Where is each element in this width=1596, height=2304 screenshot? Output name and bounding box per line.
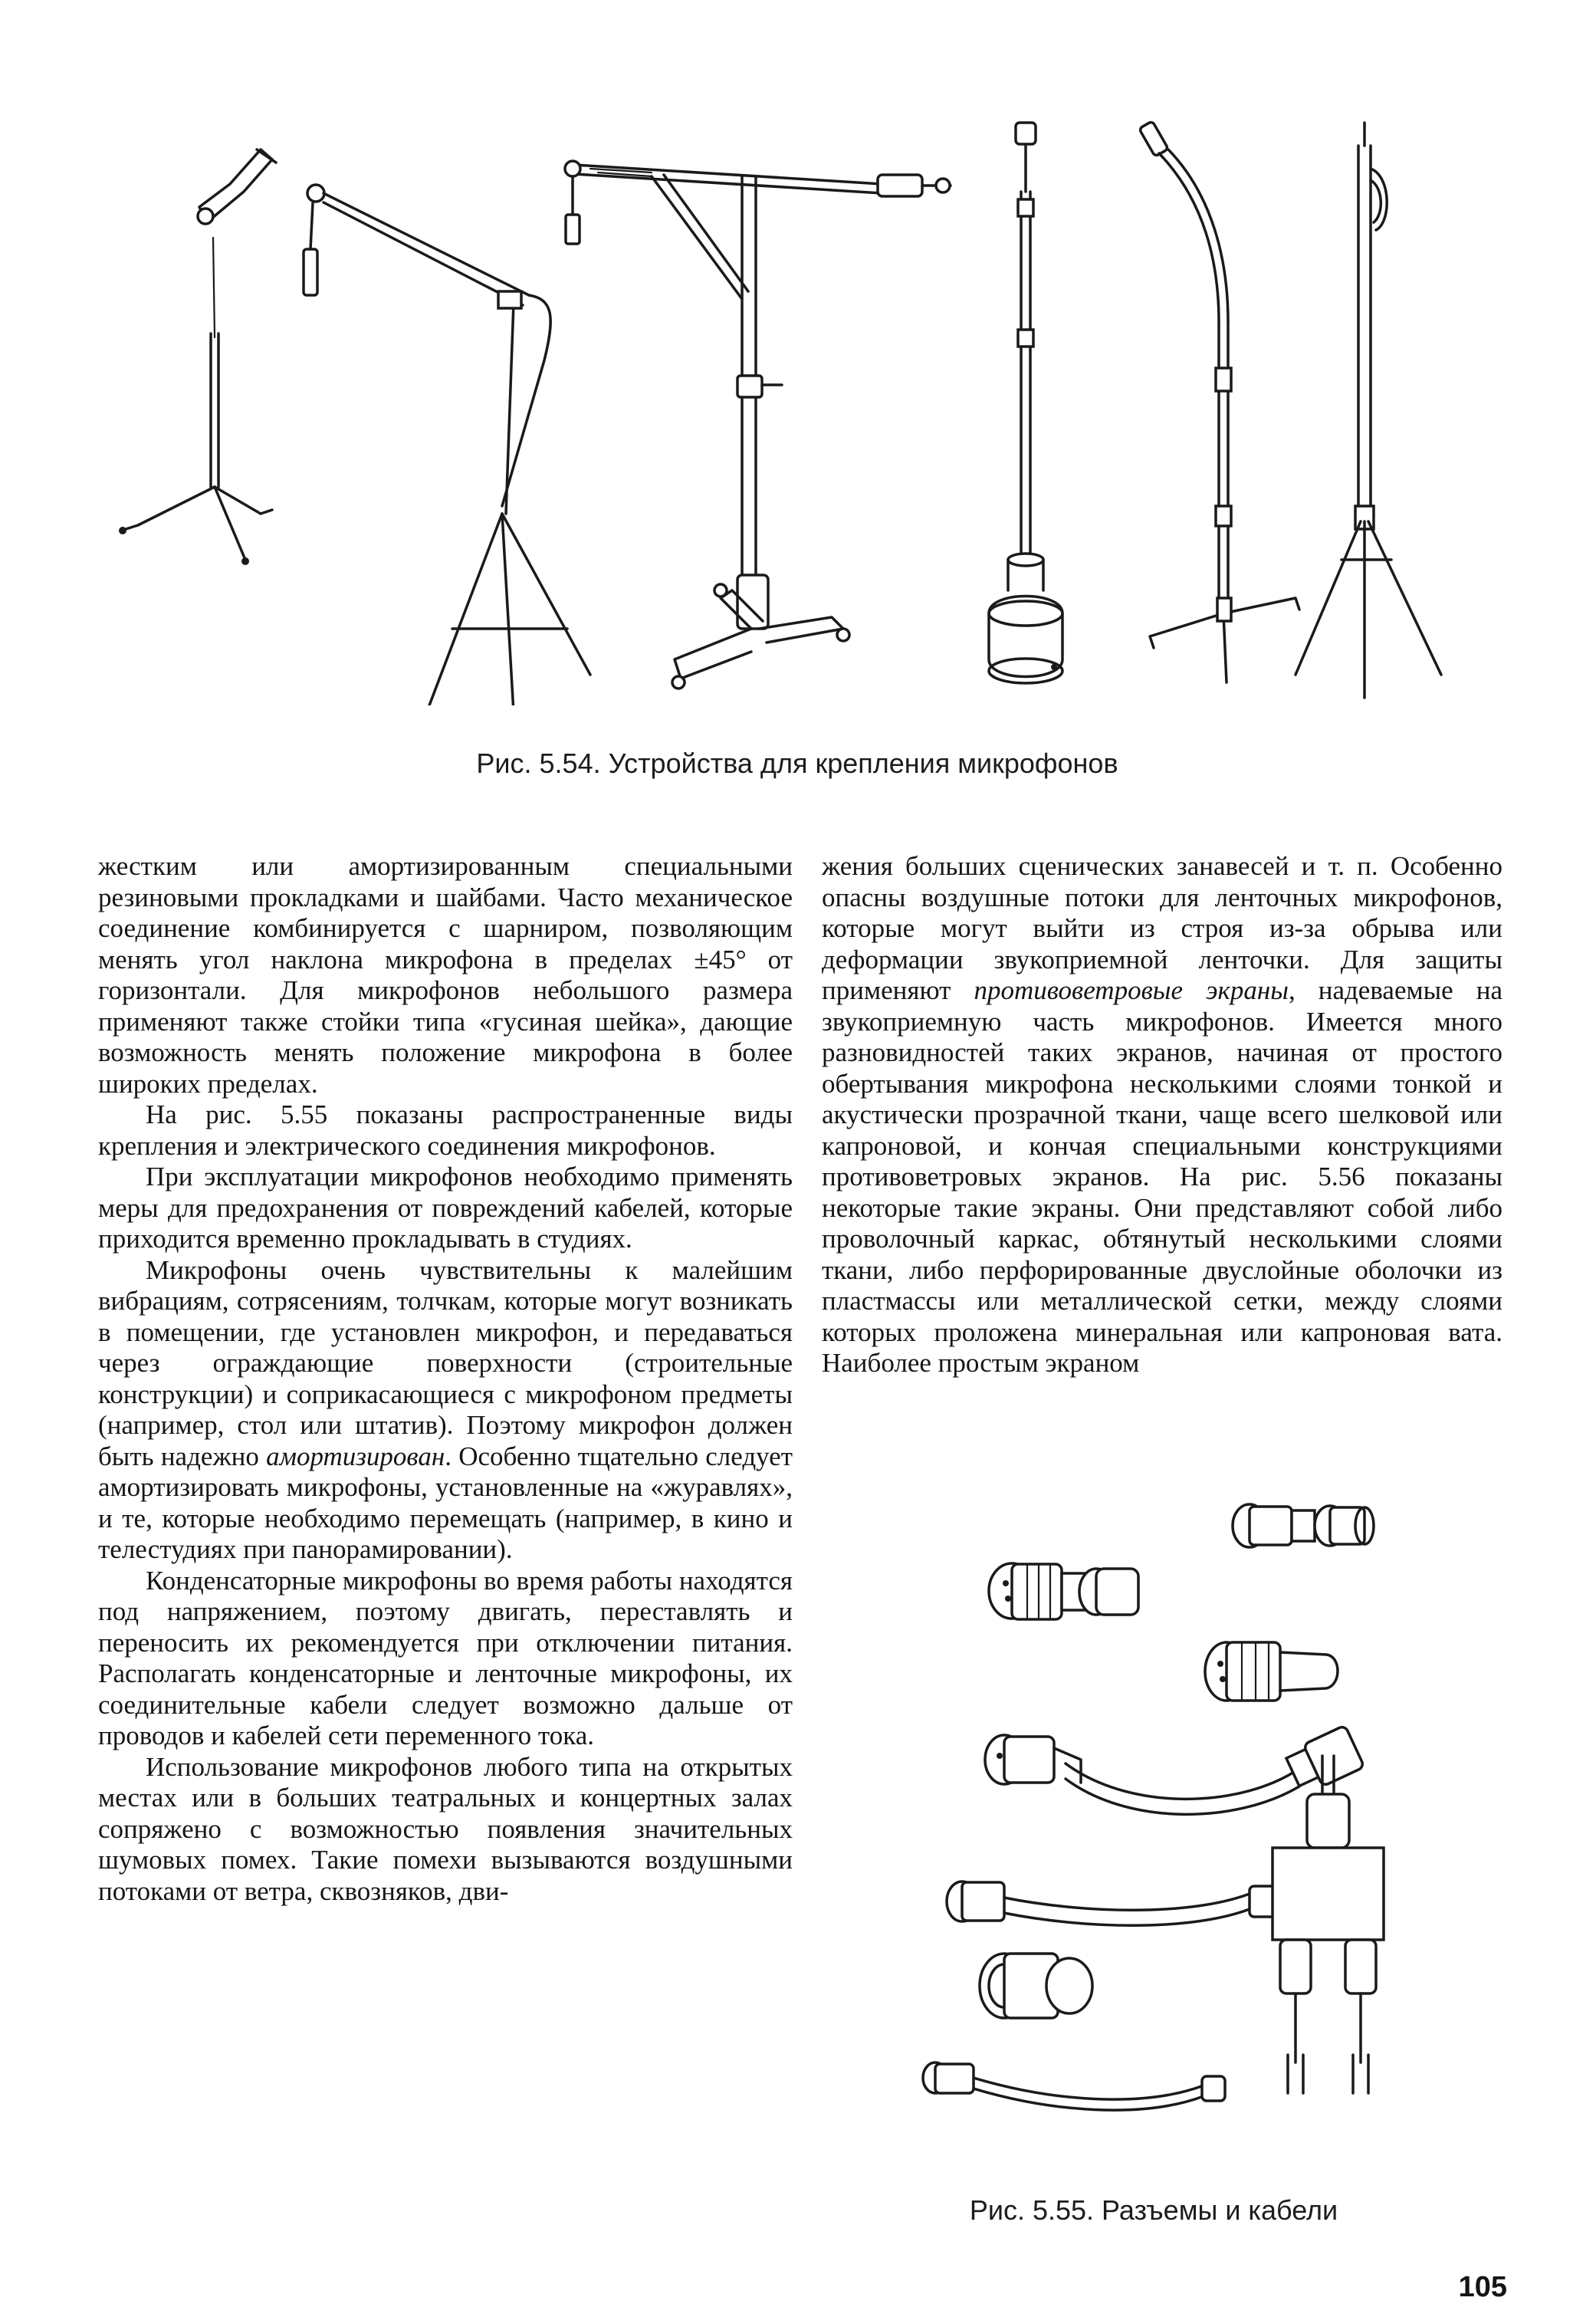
left-text-column [98, 851, 793, 1907]
paragraph: Конденсаторные микрофоны во время работы находятся под напряжением, поэтому двигать, переставлять и переносить их рекомендуется при отключении питания. Располагать конденсаторные и ленточные микрофоны, их соединительные кабели следует возможно дальше от проводов и кабелей сети переменного тока. [98, 1565, 793, 1750]
italic-term: амортизирован [266, 1441, 445, 1471]
figure-caption-stands: Рис. 5.54. Устройства для крепления микрофонов [476, 748, 1118, 779]
microphone-stands-figure [115, 107, 1495, 705]
stand-boom-tripod [304, 185, 590, 705]
paragraph [822, 851, 1502, 1379]
text-run: , надеваемые на звукоприемную часть микрофонов. Имеется много разновидностей таких экранов, начиная от простого обертывания микрофона несколькими слоями тонкой и акустически прозрачной ткани, чаще всего шелковой или капроновой, и кончая специальными конструкциями противоветровых экранов. На рис. 5.56 показаны некоторые такие экраны. Они представляют собой либо проволочный каркас, обтянутый несколькими слоями ткани, либо перфорированные двуслойные оболочки из пластмассы или металлической сетки, между слоями которых проложена минеральная или капроновая вата. Наиболее простым экраном [822, 975, 1502, 1378]
page-number: 105 [1458, 2271, 1507, 2303]
connectors-cables-figure [912, 1487, 1433, 2154]
connector-plug-with-pin [1205, 1642, 1338, 1701]
long-cable [947, 1882, 1296, 1925]
paragraph: На рис. 5.55 показаны распространенные виды крепления и электрического соединения микрофонов. [98, 1099, 793, 1161]
thin-cable [923, 2062, 1225, 2110]
paragraph [98, 1255, 793, 1566]
connector-pair-left [989, 1563, 1138, 1619]
splitter-box [1273, 1756, 1384, 2093]
stand-gooseneck [1139, 121, 1299, 682]
text-run: жения больших сценических занавесей и т. п. Особенно опасны воздушные потоки для ленточных микрофонов, которые могут выйти из строя из-за обрыва или деформации звукоприемной ленточки. Для защиты применяют [822, 851, 1502, 1005]
adapter-sleeve [980, 1954, 1092, 2018]
paragraph: При эксплуатации микрофонов необходимо применять меры для предохранения от повреждений кабелей, которые приходится временно прокладывать в студиях. [98, 1162, 793, 1254]
connector-pair-top-right [1233, 1504, 1374, 1547]
paragraph: Использование микрофонов любого типа на открытых местах или в больших театральных и концертных залах сопряжено с возможностью появления значительных шумовых помех. Такие помехи вызываются воздушными потоками от ветра, сквозняков, дви- [98, 1751, 793, 1906]
text-run: Микрофоны очень чувствительны к малейшим вибрациям, сотрясениям, толчкам, которые могут возникать в помещении, где установлен микрофон, и передаваться через ограждающие поверхности (строительные конструкции) и соприкасающиеся с микрофоном предметы (например, стол или штатив). Поэтому микрофон должен быть надежно [98, 1254, 793, 1471]
stand-round-base [989, 123, 1062, 683]
paragraph: жестким или амортизированным специальными резиновыми прокладками и шайбами. Часто механическое соединение комбинируется с шарниром, позволяющим менять угол наклона микрофона в пределах ±45° от горизонтали. Для микрофонов небольшого размера применяют также стойки типа «гусиная шейка», дающие возможность менять положение микрофона в более широких пределах. [98, 851, 793, 1099]
italic-term: противоветровые экраны [974, 975, 1289, 1005]
figure-caption-connectors: Рис. 5.55. Разъемы и кабели [969, 2194, 1338, 2226]
text-run: . Особенно тщательно следует амортизировать микрофоны, установленные на «журавлях», и те, которые необходимо перемещать (например, в кино и телестудиях при панорамировании). [98, 1441, 793, 1564]
stand-tripod-with-mic [119, 150, 276, 565]
stand-large-boom [565, 161, 951, 689]
stand-tall-tripod [1296, 123, 1441, 698]
right-text-column [822, 851, 1502, 1379]
